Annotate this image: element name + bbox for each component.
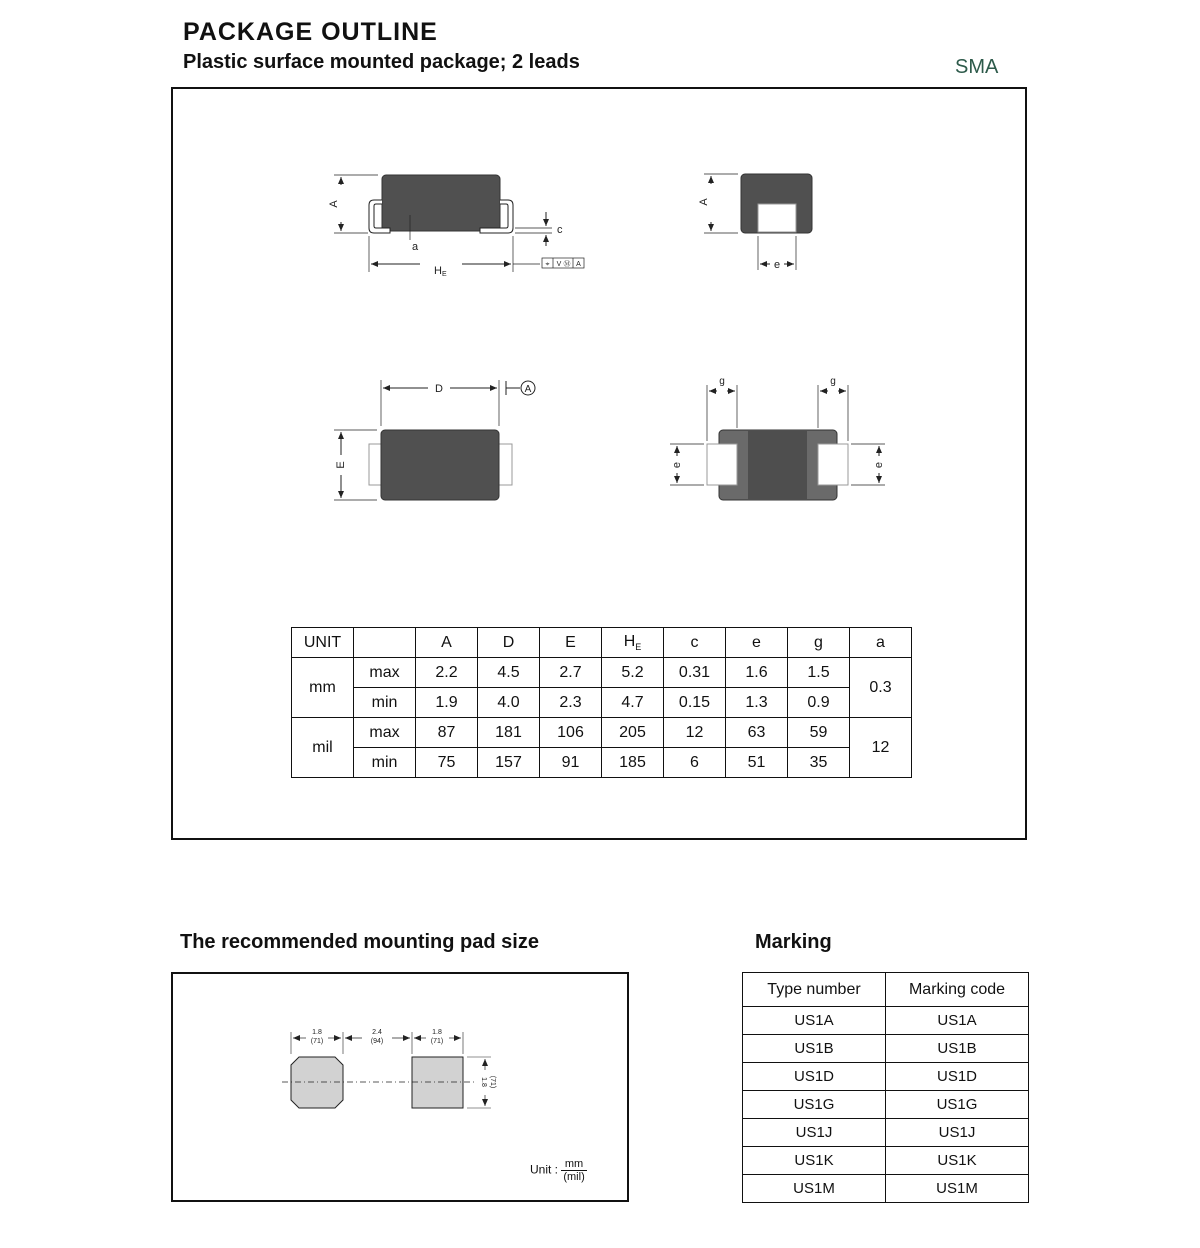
value-cell: 1.3 bbox=[726, 688, 788, 718]
value-cell: 6 bbox=[664, 748, 726, 778]
mounting-pad-title: The recommended mounting pad size bbox=[180, 931, 539, 953]
table-row bbox=[292, 748, 912, 778]
value-cell: 12 bbox=[664, 718, 726, 748]
page-subtitle: Plastic surface mounted package; 2 leads bbox=[183, 51, 580, 73]
table-row bbox=[292, 658, 912, 688]
header-cell: c bbox=[664, 628, 726, 658]
value-cell: 0.31 bbox=[664, 658, 726, 688]
unit-mil: (mil) bbox=[563, 1171, 585, 1183]
marking-code-cell: US1A bbox=[886, 1007, 1029, 1035]
unit-cell: mm bbox=[292, 658, 354, 718]
tol-symbol: ⌖ bbox=[545, 261, 550, 268]
type-number-cell: US1J bbox=[743, 1119, 886, 1147]
marking-header-code: Marking code bbox=[886, 973, 1029, 1007]
pad-dim-1-mm: 1.8 bbox=[312, 1029, 322, 1036]
label-HE: HE bbox=[434, 265, 447, 278]
header-cell: A bbox=[416, 628, 478, 658]
table-row bbox=[743, 1035, 1029, 1063]
value-cell: 205 bbox=[602, 718, 664, 748]
marking-code-cell: US1M bbox=[886, 1175, 1029, 1203]
value-cell: 51 bbox=[726, 748, 788, 778]
value-cell: 185 bbox=[602, 748, 664, 778]
label-A-side: A bbox=[328, 200, 340, 208]
value-cell: 35 bbox=[788, 748, 850, 778]
value-cell: 63 bbox=[726, 718, 788, 748]
marking-code-cell: US1J bbox=[886, 1119, 1029, 1147]
type-number-cell: US1G bbox=[743, 1091, 886, 1119]
tol-m: Ⓜ bbox=[563, 261, 571, 268]
label-g-left: g bbox=[719, 376, 725, 387]
tol-datum: A bbox=[576, 261, 581, 268]
pad-height-mm: 1.8 bbox=[480, 1077, 487, 1087]
table-row bbox=[292, 718, 912, 748]
header-cell: UNIT bbox=[292, 628, 354, 658]
type-number-cell: US1A bbox=[743, 1007, 886, 1035]
marking-title: Marking bbox=[755, 931, 832, 953]
bottom-view bbox=[670, 385, 885, 500]
value-cell: 0.9 bbox=[788, 688, 850, 718]
pad-dim-2-mm: 2.4 bbox=[372, 1029, 382, 1036]
marking-table bbox=[742, 972, 1029, 1203]
table-header-row bbox=[292, 628, 912, 658]
limit-cell: min bbox=[354, 688, 416, 718]
tol-v: V bbox=[556, 261, 562, 268]
header-cell: a bbox=[850, 628, 912, 658]
label-g-right: g bbox=[830, 376, 836, 387]
marking-code-cell: US1B bbox=[886, 1035, 1029, 1063]
unit-label bbox=[530, 1158, 587, 1183]
label-a: a bbox=[412, 241, 419, 253]
header-cell: g bbox=[788, 628, 850, 658]
value-cell: 2.2 bbox=[416, 658, 478, 688]
pad-dim-1-mil: (71) bbox=[310, 1038, 324, 1045]
dimensions-table bbox=[291, 627, 912, 778]
marking-header-row bbox=[743, 973, 1029, 1007]
value-cell: 4.0 bbox=[478, 688, 540, 718]
table-row bbox=[743, 1063, 1029, 1091]
unit-fraction bbox=[561, 1158, 586, 1183]
value-cell: 181 bbox=[478, 718, 540, 748]
header-cell bbox=[354, 628, 416, 658]
marking-code-cell: US1K bbox=[886, 1147, 1029, 1175]
top-view bbox=[334, 380, 535, 500]
side-view bbox=[334, 175, 584, 272]
value-cell-a: 0.3 bbox=[850, 658, 912, 718]
label-D: D bbox=[435, 383, 443, 395]
package-code: SMA bbox=[955, 56, 999, 78]
value-cell: 91 bbox=[540, 748, 602, 778]
value-cell: 1.9 bbox=[416, 688, 478, 718]
label-e-right: e bbox=[873, 461, 885, 469]
label-A-end: A bbox=[698, 198, 710, 206]
value-cell-a: 12 bbox=[850, 718, 912, 778]
pad-dim-3-mm: 1.8 bbox=[432, 1029, 442, 1036]
page-title: PACKAGE OUTLINE bbox=[183, 18, 438, 46]
limit-cell: min bbox=[354, 748, 416, 778]
value-cell: 59 bbox=[788, 718, 850, 748]
limit-cell: max bbox=[354, 658, 416, 688]
marking-code-cell: US1D bbox=[886, 1063, 1029, 1091]
value-cell: 106 bbox=[540, 718, 602, 748]
header-cell-he: $H_E$ bbox=[602, 628, 664, 658]
label-e-end: e bbox=[773, 259, 781, 271]
value-cell: 2.3 bbox=[540, 688, 602, 718]
table-row bbox=[743, 1091, 1029, 1119]
value-cell: 1.5 bbox=[788, 658, 850, 688]
end-view bbox=[704, 174, 812, 270]
value-cell: 75 bbox=[416, 748, 478, 778]
marking-code-cell: US1G bbox=[886, 1091, 1029, 1119]
table-row bbox=[743, 1119, 1029, 1147]
label-E: E bbox=[335, 461, 347, 469]
header-cell: E bbox=[540, 628, 602, 658]
value-cell: 4.7 bbox=[602, 688, 664, 718]
table-row bbox=[743, 1175, 1029, 1203]
table-row bbox=[743, 1147, 1029, 1175]
label-c: c bbox=[557, 224, 563, 236]
type-number-cell: US1M bbox=[743, 1175, 886, 1203]
value-cell: 4.5 bbox=[478, 658, 540, 688]
value-cell: 157 bbox=[478, 748, 540, 778]
table-row bbox=[292, 688, 912, 718]
header-cell: e bbox=[726, 628, 788, 658]
value-cell: 5.2 bbox=[602, 658, 664, 688]
table-row bbox=[743, 1007, 1029, 1035]
unit-mm: mm bbox=[561, 1158, 586, 1171]
label-datum-A: A bbox=[524, 384, 532, 395]
value-cell: 0.15 bbox=[664, 688, 726, 718]
pad-dim-2-mil: (94) bbox=[370, 1038, 384, 1045]
value-cell: 1.6 bbox=[726, 658, 788, 688]
header-cell: D bbox=[478, 628, 540, 658]
type-number-cell: US1D bbox=[743, 1063, 886, 1091]
type-number-cell: US1B bbox=[743, 1035, 886, 1063]
label-e-left: e bbox=[671, 461, 683, 469]
limit-cell: max bbox=[354, 718, 416, 748]
unit-label-text: Unit : bbox=[530, 1162, 559, 1177]
type-number-cell: US1K bbox=[743, 1147, 886, 1175]
value-cell: 2.7 bbox=[540, 658, 602, 688]
pad-dim-3-mil: (71) bbox=[430, 1038, 444, 1045]
value-cell: 87 bbox=[416, 718, 478, 748]
pad-height-mil: (71) bbox=[489, 1075, 496, 1089]
marking-header-type: Type number bbox=[743, 973, 886, 1007]
unit-cell: mil bbox=[292, 718, 354, 778]
